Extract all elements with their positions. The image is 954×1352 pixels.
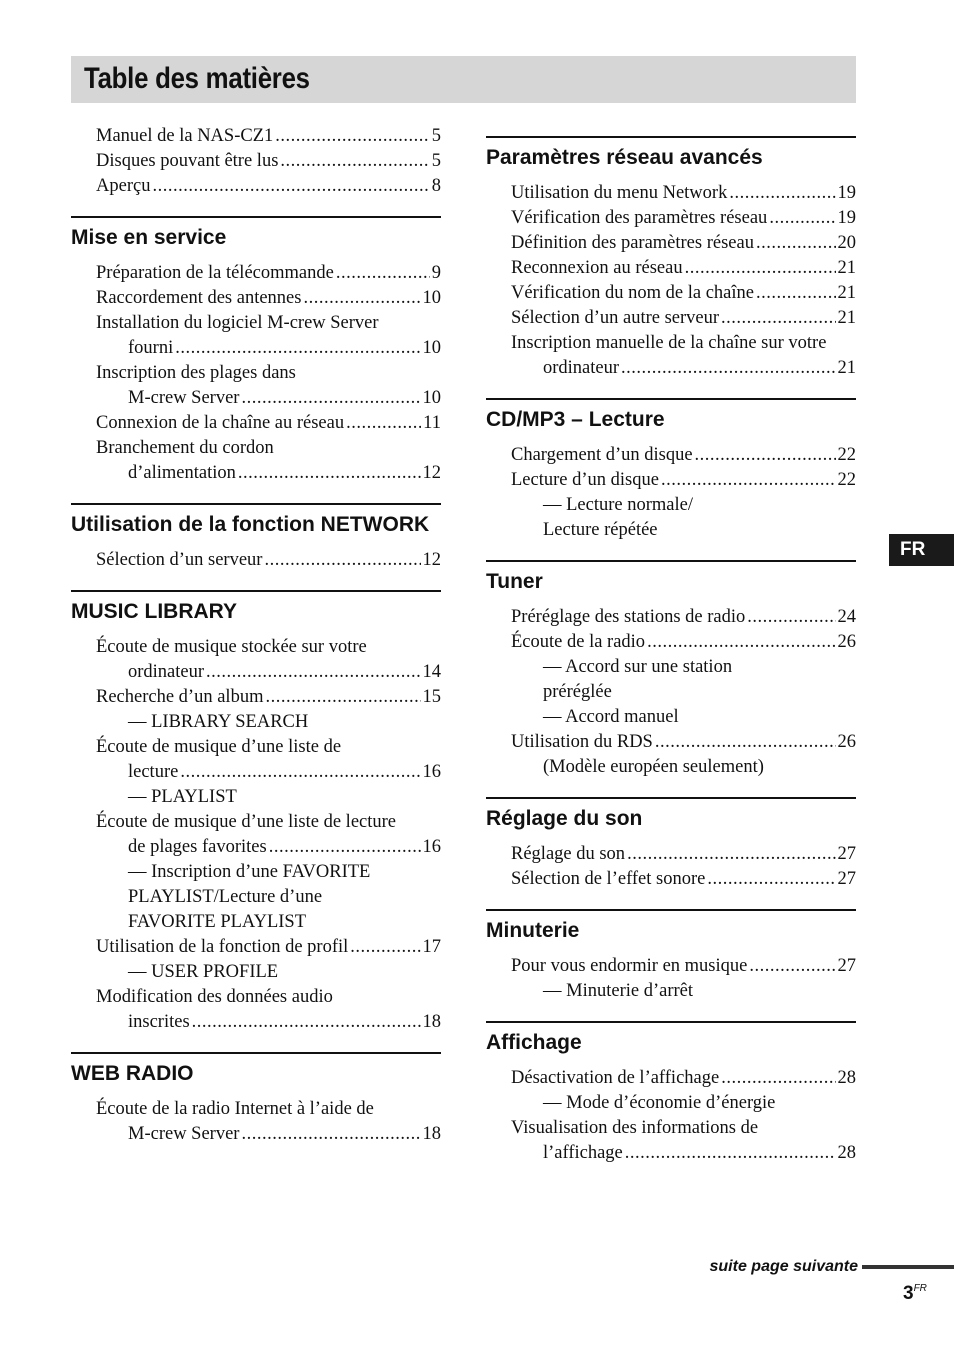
toc-entry-page: 28 <box>837 1143 856 1163</box>
toc-entry-row <box>511 730 856 755</box>
toc-entry-page: 18 <box>422 1012 441 1032</box>
toc-entry <box>486 954 856 1004</box>
toc-entry-row <box>96 548 441 573</box>
toc-entry <box>486 867 856 892</box>
toc-entry-text: Chargement d’un disque <box>511 445 693 465</box>
toc-entry-text: Raccordement des antennes <box>96 288 302 308</box>
toc-entry-text-line1: Écoute de musique stockée sur votre <box>96 637 367 657</box>
toc-entry-row <box>511 842 856 867</box>
toc-entry-text-line1: Visualisation des informations de <box>511 1118 759 1138</box>
toc-entry-text: Écoute de la radio <box>511 632 646 652</box>
toc-entry-row <box>96 1122 441 1147</box>
toc-entry-text: Lecture d’un disque <box>511 470 659 490</box>
toc-entry-list <box>486 181 856 381</box>
toc-entry-row <box>511 605 856 630</box>
toc-entry-page: 9 <box>431 263 441 283</box>
toc-entry-subtitle: préréglée <box>543 682 612 702</box>
toc-entry-row <box>96 336 441 361</box>
leader-dots <box>192 1010 421 1035</box>
toc-entry <box>486 331 856 381</box>
toc-entry <box>486 181 856 206</box>
toc-entry-subtitle: — Lecture normale/ <box>543 495 693 515</box>
leader-dots <box>756 281 836 306</box>
section-heading: Paramètres réseau avancés <box>486 146 763 169</box>
toc-entry <box>486 306 856 331</box>
toc-entry <box>71 174 441 199</box>
toc-entry-page: 5 <box>431 126 441 146</box>
toc-entry <box>71 261 441 286</box>
toc-entry-row <box>511 281 856 306</box>
section-heading: Affichage <box>486 1031 582 1054</box>
toc-entry-row <box>96 124 441 149</box>
toc-entry-row <box>96 835 441 860</box>
toc-entry-text-line1: Inscription manuelle de la chaîne sur votre <box>511 333 827 353</box>
toc-entry <box>486 605 856 630</box>
toc-entry-row <box>96 286 441 311</box>
leader-dots <box>206 660 420 685</box>
toc-entry-row <box>511 306 856 331</box>
toc-entry <box>71 436 441 486</box>
leader-dots <box>275 124 429 149</box>
toc-entry <box>71 685 441 735</box>
toc-entry-row <box>511 206 856 231</box>
toc-entry-page: 27 <box>837 956 856 976</box>
toc-entry-row <box>511 356 856 381</box>
leader-dots <box>336 261 430 286</box>
toc-entry-list <box>486 605 856 780</box>
leader-dots <box>241 1122 420 1147</box>
toc-entry-text: Manuel de la NAS-CZ1 <box>96 126 274 146</box>
toc-entry-text: Disques pouvant être lus <box>96 151 279 171</box>
toc-entry-page: 14 <box>422 662 441 682</box>
toc-section <box>486 398 856 543</box>
leader-dots <box>350 935 420 960</box>
toc-entry-subtitle: — Accord sur une station <box>543 657 733 677</box>
continue-indicator <box>600 1256 954 1278</box>
toc-section <box>486 560 856 780</box>
toc-entry-row <box>511 468 856 493</box>
leader-dots <box>241 386 420 411</box>
leader-dots <box>647 630 835 655</box>
toc-entry <box>486 256 856 281</box>
toc-entry <box>486 630 856 730</box>
toc-entry-page: 26 <box>837 632 856 652</box>
toc-entry-page: 16 <box>422 837 441 857</box>
toc-entry-text: Préparation de la télécommande <box>96 263 334 283</box>
toc-entry <box>486 842 856 867</box>
toc-intro <box>71 124 441 199</box>
toc-left-sections <box>71 216 441 1147</box>
toc-entry-text: Pour vous endormir en musique <box>511 956 748 976</box>
leader-dots <box>180 760 420 785</box>
leader-dots <box>238 461 421 486</box>
toc-entry-page: 27 <box>837 869 856 889</box>
toc-entry-text-line1: Écoute de la radio Internet à l’aide de <box>96 1099 374 1119</box>
toc-entry-text: Utilisation du menu Network <box>511 183 728 203</box>
toc-entry-page: 10 <box>422 338 441 358</box>
toc-entry-page: 17 <box>422 937 441 957</box>
toc-right-sections <box>486 136 856 1166</box>
leader-dots <box>747 605 835 630</box>
section-heading: Mise en service <box>71 226 227 249</box>
toc-entry-text: lecture <box>128 762 179 782</box>
section-heading: Utilisation de la fonction NETWORK <box>71 513 430 536</box>
toc-entry-page: 16 <box>422 762 441 782</box>
toc-entry-page: 24 <box>837 607 856 627</box>
toc-entry-subtitle: (Modèle européen seulement) <box>543 757 764 777</box>
toc-entry-text-line1: Écoute de musique d’une liste de <box>96 737 342 757</box>
toc-entry-text-line1: Écoute de musique d’une liste de lecture <box>96 812 397 832</box>
toc-entry-text: Reconnexion au réseau <box>511 258 683 278</box>
continue-text: suite page suivante <box>709 1258 858 1275</box>
toc-entry <box>71 935 441 985</box>
toc-entry-text: M-crew Server <box>128 388 240 408</box>
toc-entry-text-line1: Modification des données audio <box>96 987 333 1007</box>
toc-entry <box>71 1097 441 1147</box>
toc-entry-text: fourni <box>128 338 174 358</box>
leader-dots <box>625 1141 836 1166</box>
toc-entry <box>71 635 441 685</box>
toc-entry-text: Réglage du son <box>511 844 626 864</box>
toc-section <box>71 1052 441 1147</box>
toc-entry-row <box>511 443 856 468</box>
toc-entry-list <box>71 635 441 1035</box>
leader-dots <box>621 356 835 381</box>
toc-entry-text: inscrites <box>128 1012 190 1032</box>
toc-left-column <box>71 124 441 1147</box>
toc-entry <box>71 311 441 361</box>
page-title: Table des matières <box>84 62 310 95</box>
toc-entry-row <box>511 256 856 281</box>
toc-entry-list <box>71 1097 441 1147</box>
toc-entry-list <box>71 548 441 573</box>
toc-entry-row <box>511 1066 856 1091</box>
toc-entry-text-line1: Inscription des plages dans <box>96 363 296 383</box>
leader-dots <box>769 206 835 231</box>
toc-entry <box>71 286 441 311</box>
toc-entry-row <box>511 867 856 892</box>
toc-entry-row <box>511 1141 856 1166</box>
toc-entry <box>486 206 856 231</box>
toc-entry-text: d’alimentation <box>128 463 236 483</box>
toc-section <box>71 216 441 486</box>
toc-entry-subtitle: — Minuterie d’arrêt <box>543 981 693 1001</box>
page-number-value: 3 <box>903 1283 914 1304</box>
toc-entry-subtitle: Lecture répétée <box>543 520 658 540</box>
toc-entry-page: 27 <box>837 844 856 864</box>
leader-dots <box>695 443 836 468</box>
leader-dots <box>756 231 836 256</box>
continue-bar <box>862 1265 954 1269</box>
toc-entry-page: 19 <box>837 183 856 203</box>
toc-entry-text: Définition des paramètres réseau <box>511 233 754 253</box>
toc-entry-row <box>96 660 441 685</box>
toc-entry <box>486 730 856 780</box>
leader-dots <box>685 256 836 281</box>
toc-entry-page: 22 <box>837 470 856 490</box>
toc-entry-subtitle: — PLAYLIST <box>128 787 237 807</box>
toc-entry-page: 20 <box>837 233 856 253</box>
section-heading: Réglage du son <box>486 807 643 830</box>
toc-entry-text: Vérification des paramètres réseau <box>511 208 768 228</box>
toc-entry-text: Sélection d’un serveur <box>96 550 263 570</box>
title-bar <box>71 56 856 103</box>
toc-entry-row <box>96 685 441 710</box>
toc-entry <box>71 411 441 436</box>
toc-entry-row <box>96 174 441 199</box>
toc-entry-page: 21 <box>837 283 856 303</box>
leader-dots <box>661 468 836 493</box>
toc-entry <box>71 810 441 935</box>
toc-entry-row <box>96 386 441 411</box>
toc-section <box>486 797 856 892</box>
toc-entry-subtitle: PLAYLIST/Lecture d’une <box>128 887 323 907</box>
toc-entry <box>486 281 856 306</box>
toc-entry-text: Vérification du nom de la chaîne <box>511 283 754 303</box>
leader-dots <box>303 286 420 311</box>
toc-entry-row <box>96 411 441 436</box>
leader-dots <box>655 730 836 755</box>
toc-entry-row <box>96 461 441 486</box>
toc-entry-subtitle: — Inscription d’une FAVORITE <box>128 862 371 882</box>
toc-entry-page: 5 <box>431 151 441 171</box>
toc-entry-page: 11 <box>423 413 441 433</box>
toc-entry-page: 28 <box>837 1068 856 1088</box>
toc-entry-page: 19 <box>837 208 856 228</box>
toc-entry <box>71 735 441 810</box>
toc-entry-page: 12 <box>422 550 441 570</box>
toc-entry <box>486 1066 856 1116</box>
toc-entry-list <box>486 443 856 543</box>
language-tab: FR <box>889 534 954 566</box>
toc-entry <box>71 361 441 411</box>
toc-entry-row <box>96 1010 441 1035</box>
toc-entry-text: Préréglage des stations de radio <box>511 607 746 627</box>
toc-right-column <box>486 136 856 1166</box>
toc-entry-row <box>96 935 441 960</box>
toc-entry-list <box>486 842 856 892</box>
leader-dots <box>627 842 835 867</box>
toc-entry <box>486 231 856 256</box>
toc-entry-row <box>511 231 856 256</box>
leader-dots <box>264 548 420 573</box>
toc-entry <box>486 443 856 468</box>
toc-entry-text-line1: Branchement du cordon <box>96 438 274 458</box>
leader-dots <box>265 685 420 710</box>
toc-entry <box>71 149 441 174</box>
toc-entry-list <box>486 954 856 1004</box>
toc-entry-text: Recherche d’un album <box>96 687 264 707</box>
toc-entry-text: Utilisation de la fonction de profil <box>96 937 349 957</box>
toc-entry-list <box>71 261 441 486</box>
toc-entry-row <box>511 954 856 979</box>
toc-entry-subtitle: — Mode d’économie d’énergie <box>543 1093 776 1113</box>
toc-entry <box>486 468 856 543</box>
toc-entry-subtitle: FAVORITE PLAYLIST <box>128 912 306 932</box>
toc-entry-list <box>486 1066 856 1166</box>
toc-entry-row <box>96 149 441 174</box>
toc-entry-page: 10 <box>422 288 441 308</box>
toc-intro-list <box>71 124 441 199</box>
toc-section <box>486 1021 856 1166</box>
toc-entry-page: 26 <box>837 732 856 752</box>
toc-section <box>486 136 856 381</box>
toc-entry-text: de plages favorites <box>128 837 267 857</box>
page-number-suffix: FR <box>913 1283 927 1294</box>
toc-entry-text: Sélection de l’effet sonore <box>511 869 706 889</box>
leader-dots <box>152 174 429 199</box>
toc-entry-text: ordinateur <box>543 358 620 378</box>
toc-entry-page: 10 <box>422 388 441 408</box>
toc-entry-text: Utilisation du RDS <box>511 732 653 752</box>
toc-entry-subtitle: — USER PROFILE <box>128 962 279 982</box>
toc-entry-subtitle: — LIBRARY SEARCH <box>128 712 309 732</box>
leader-dots <box>749 954 835 979</box>
page-number <box>903 1283 927 1305</box>
toc-entry-text: l’affichage <box>543 1143 623 1163</box>
toc-entry <box>71 124 441 149</box>
toc-entry-text: Désactivation de l’affichage <box>511 1068 720 1088</box>
toc-section <box>71 590 441 1035</box>
toc-entry-page: 12 <box>422 463 441 483</box>
toc-entry-page: 21 <box>837 358 856 378</box>
leader-dots <box>175 336 420 361</box>
toc-entry-text: Aperçu <box>96 176 151 196</box>
leader-dots <box>280 149 429 174</box>
leader-dots <box>707 867 835 892</box>
toc-entry-row <box>511 630 856 655</box>
toc-entry-text: M-crew Server <box>128 1124 240 1144</box>
section-heading: WEB RADIO <box>71 1062 194 1085</box>
section-heading: Tuner <box>486 570 543 593</box>
toc-entry-page: 15 <box>422 687 441 707</box>
toc-entry-page: 8 <box>431 176 441 196</box>
toc-entry-subtitle: — Accord manuel <box>543 707 679 727</box>
leader-dots <box>721 1066 835 1091</box>
toc-section <box>71 503 441 573</box>
section-heading: Minuterie <box>486 919 580 942</box>
toc-entry-text: Connexion de la chaîne au réseau <box>96 413 345 433</box>
toc-entry-text: Sélection d’un autre serveur <box>511 308 720 328</box>
toc-entry <box>486 1116 856 1166</box>
section-heading: CD/MP3 – Lecture <box>486 408 665 431</box>
leader-dots <box>346 411 421 436</box>
section-heading: MUSIC LIBRARY <box>71 600 238 623</box>
toc-entry-row <box>96 261 441 286</box>
toc-section <box>486 909 856 1004</box>
toc-entry-text: ordinateur <box>128 662 205 682</box>
toc-entry-page: 21 <box>837 258 856 278</box>
leader-dots <box>269 835 421 860</box>
leader-dots <box>721 306 835 331</box>
toc-entry-row <box>511 181 856 206</box>
toc-entry-page: 22 <box>837 445 856 465</box>
toc-entry-text-line1: Installation du logiciel M-crew Server <box>96 313 379 333</box>
toc-entry <box>71 548 441 573</box>
leader-dots <box>729 181 835 206</box>
toc-entry-row <box>96 760 441 785</box>
toc-entry-page: 18 <box>422 1124 441 1144</box>
toc-entry <box>71 985 441 1035</box>
toc-entry-page: 21 <box>837 308 856 328</box>
